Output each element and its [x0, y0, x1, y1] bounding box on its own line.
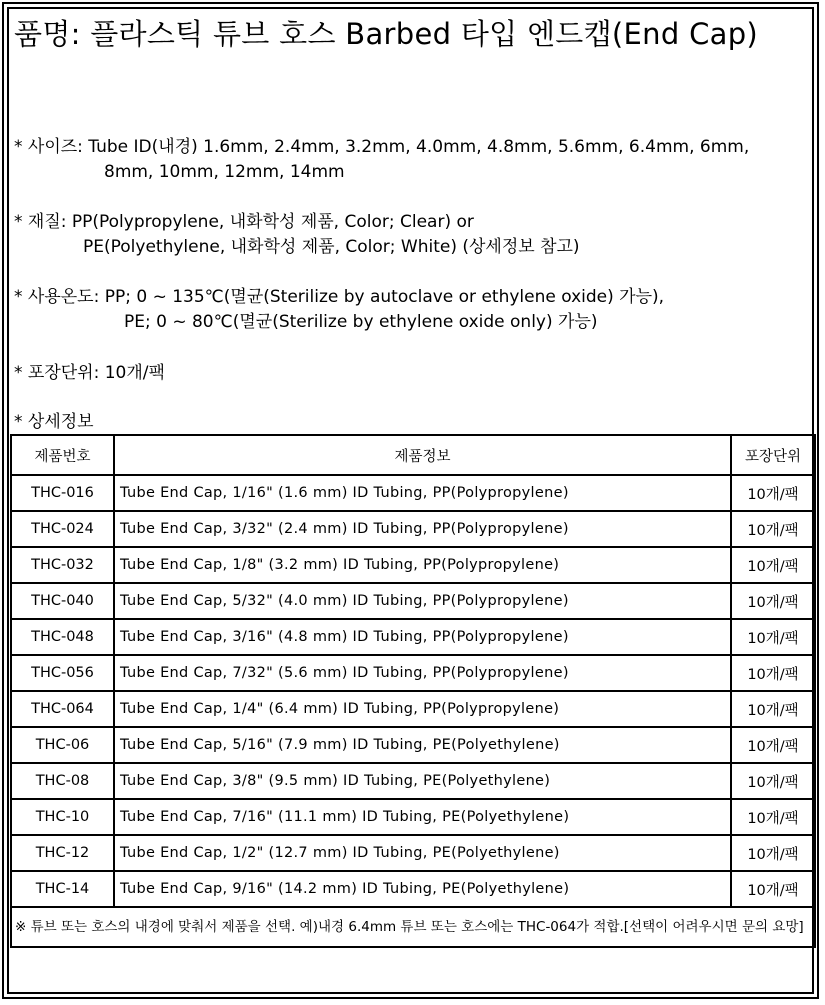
spec-packing: * 포장단위: 10개/팩: [14, 363, 165, 383]
header-product-code: 제품번호: [11, 435, 114, 475]
product-info: Tube End Cap, 3/8" (9.5 mm) ID Tubing, PE(Polyethylene): [114, 763, 731, 799]
table-row: [11, 583, 815, 619]
product-info: Tube End Cap, 3/16" (4.8 mm) ID Tubing, PP(Polypropylene): [114, 619, 731, 655]
product-code: THC-040: [11, 583, 114, 619]
spec-temperature: [14, 285, 664, 335]
product-info: Tube End Cap, 1/4" (6.4 mm) ID Tubing, PP(Polypropylene): [114, 691, 731, 727]
product-info: Tube End Cap, 1/8" (3.2 mm) ID Tubing, PP(Polypropylene): [114, 547, 731, 583]
note-row: [11, 907, 815, 947]
table-row: [11, 835, 815, 871]
packing-unit: 10개/팩: [731, 511, 815, 547]
spec-material-line2: PE(Polyethylene, 내화학성 제품, Color; White) (상세정보 참고): [83, 237, 580, 257]
table-row: [11, 655, 815, 691]
product-title: 품명: 플라스틱 튜브 호스 Barbed 타입 엔드캡(End Cap): [14, 17, 759, 51]
product-info: Tube End Cap, 3/32" (2.4 mm) ID Tubing, PP(Polypropylene): [114, 511, 731, 547]
spec-size: [14, 135, 749, 185]
product-code: THC-024: [11, 511, 114, 547]
spec-temperature-line2: PE; 0 ~ 80℃(멸균(Sterilize by ethylene oxide only) 가능): [124, 312, 598, 332]
packing-unit: 10개/팩: [731, 763, 815, 799]
product-info: Tube End Cap, 1/16" (1.6 mm) ID Tubing, PP(Polypropylene): [114, 475, 731, 511]
spec-size-line1: * 사이즈: Tube ID(내경) 1.6mm, 2.4mm, 3.2mm, 4.0mm, 4.8mm, 5.6mm, 6.4mm, 6mm,: [14, 137, 750, 157]
table-row: [11, 727, 815, 763]
product-code: THC-06: [11, 727, 114, 763]
table-row: [11, 871, 815, 907]
table-row: [11, 799, 815, 835]
spec-material-line1: * 재질: PP(Polypropylene, 내화학성 제품, Color; Clear) or: [14, 212, 474, 232]
product-info: Tube End Cap, 7/16" (11.1 mm) ID Tubing, PE(Polyethylene): [114, 799, 731, 835]
product-code: THC-14: [11, 871, 114, 907]
product-info: Tube End Cap, 9/16" (14.2 mm) ID Tubing, PE(Polyethylene): [114, 871, 731, 907]
product-code: THC-10: [11, 799, 114, 835]
spec-temperature-line1: * 사용온도: PP; 0 ~ 135℃(멸균(Sterilize by autoclave or ethylene oxide) 가능),: [14, 287, 665, 307]
packing-unit: 10개/팩: [731, 619, 815, 655]
packing-unit: 10개/팩: [731, 691, 815, 727]
header-packing-unit: 포장단위: [731, 435, 815, 475]
table-row: [11, 691, 815, 727]
table-row: [11, 511, 815, 547]
packing-unit: 10개/팩: [731, 583, 815, 619]
packing-unit: 10개/팩: [731, 835, 815, 871]
table-row: [11, 475, 815, 511]
spec-material: [14, 210, 580, 260]
product-code: THC-08: [11, 763, 114, 799]
product-code: THC-016: [11, 475, 114, 511]
product-info: Tube End Cap, 7/32" (5.6 mm) ID Tubing, PP(Polypropylene): [114, 655, 731, 691]
selection-note: ※ 튜브 또는 호스의 내경에 맞춰서 제품을 선택. 예)내경 6.4mm 튜브 또는 호스에는 THC-064가 적합.[선택이 어려우시면 문의 요망]: [11, 907, 815, 947]
product-code: THC-064: [11, 691, 114, 727]
table-row: [11, 763, 815, 799]
packing-unit: 10개/팩: [731, 799, 815, 835]
packing-unit: 10개/팩: [731, 475, 815, 511]
product-code: THC-048: [11, 619, 114, 655]
packing-unit: 10개/팩: [731, 727, 815, 763]
table-row: [11, 619, 815, 655]
packing-unit: 10개/팩: [731, 871, 815, 907]
table-row: [11, 547, 815, 583]
product-info: Tube End Cap, 5/32" (4.0 mm) ID Tubing, PP(Polypropylene): [114, 583, 731, 619]
product-table: [10, 434, 816, 948]
product-code: THC-12: [11, 835, 114, 871]
header-product-info: 제품정보: [114, 435, 731, 475]
packing-unit: 10개/팩: [731, 547, 815, 583]
spec-size-line2: 8mm, 10mm, 12mm, 14mm: [104, 162, 345, 182]
packing-unit: 10개/팩: [731, 655, 815, 691]
product-code: THC-056: [11, 655, 114, 691]
product-info: Tube End Cap, 5/16" (7.9 mm) ID Tubing, PE(Polyethylene): [114, 727, 731, 763]
product-code: THC-032: [11, 547, 114, 583]
table-header-row: [11, 435, 815, 475]
detail-heading: * 상세정보: [14, 412, 94, 432]
product-info: Tube End Cap, 1/2" (12.7 mm) ID Tubing, PE(Polyethylene): [114, 835, 731, 871]
